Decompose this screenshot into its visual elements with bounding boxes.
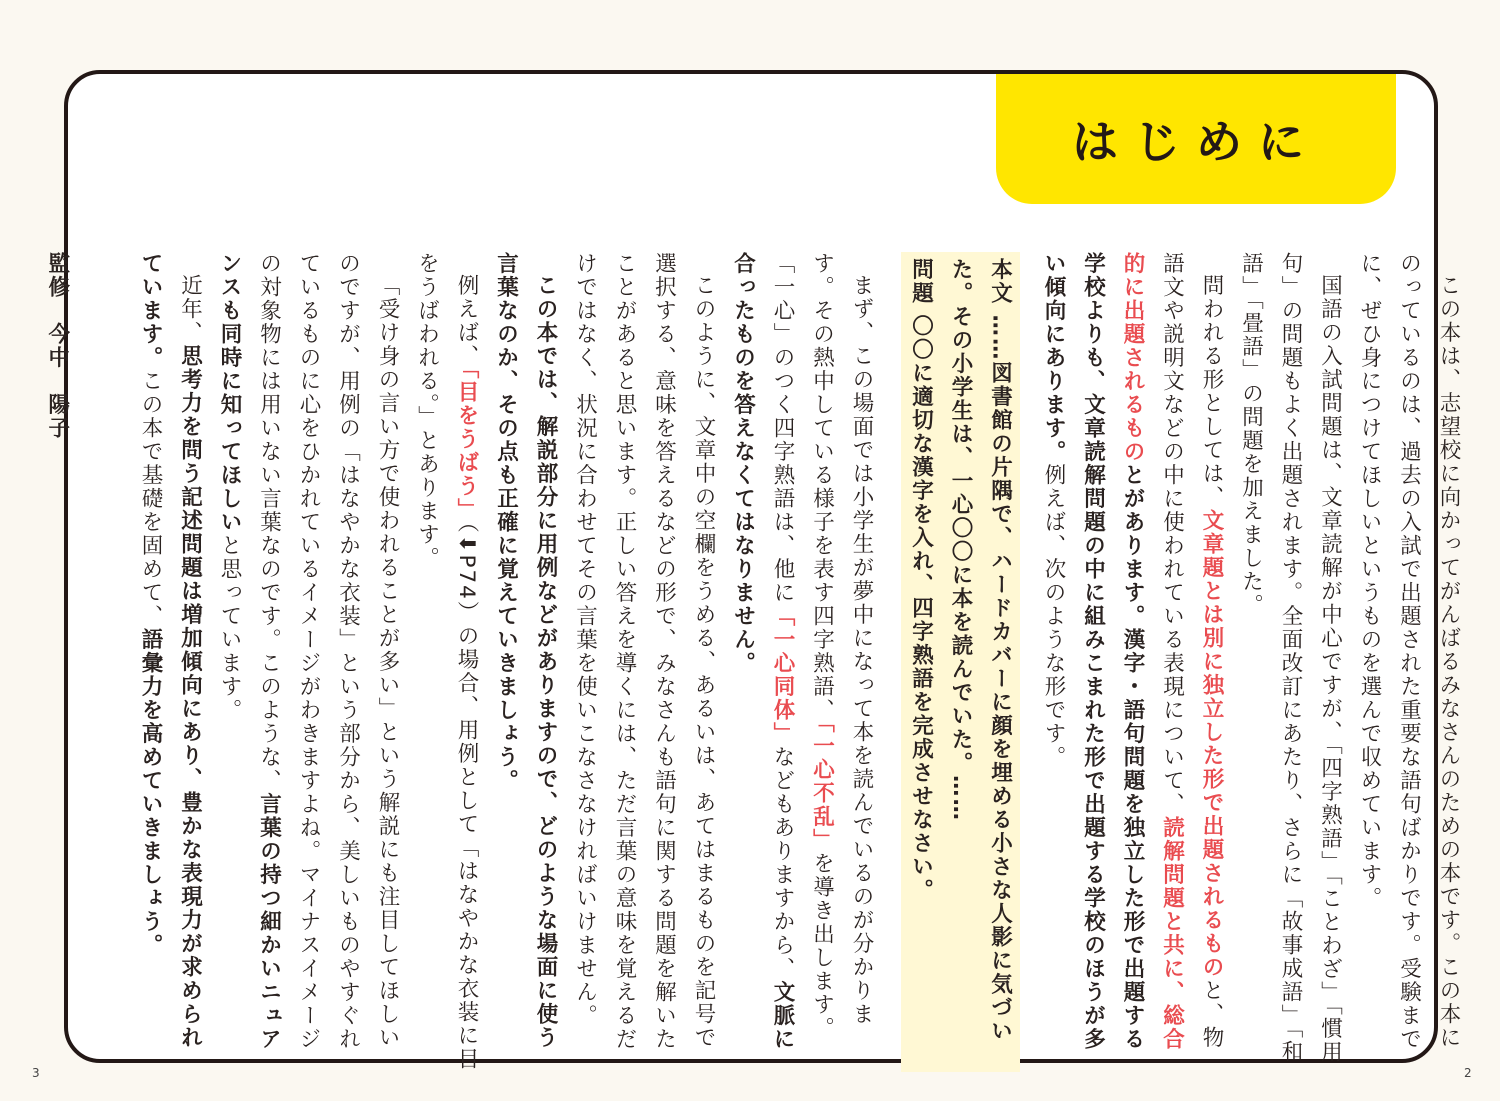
paragraph-4-bold: 文脈に合ったものを答えなくてはなりません。: [730, 252, 795, 1051]
paragraph-8: [210, 252, 408, 1072]
paragraph-3: [1034, 252, 1232, 1072]
paragraph-3-text-d: 漢字・語句問題を独立した形で出題する学校よりも、文章読解問題の中に組みこまれた形で出題する学校のほうが多い傾向にあります。: [1041, 252, 1145, 1051]
paragraph-9-text-a: 近年、: [177, 273, 203, 344]
paragraph-8-text-b: と思っています。: [217, 534, 242, 722]
red-phrase-comprehensive: 読解問題と共に、総合的に出題されるもの: [1120, 252, 1185, 1051]
paragraph-6-text: この本では、解説部分に用例などがありますので、どのような場面に使う言葉なのか、その点も正確に覚えていきましょう。: [493, 252, 558, 1049]
paragraph-9: [131, 252, 210, 1072]
paragraph-3-text-b: と、物語文や説明文などの中に使われている表現について、: [1159, 252, 1224, 1049]
paragraph-9-bold: 思考力を問う記述問題は増加傾向にあり、豊かな表現力が求められています。: [138, 252, 203, 1049]
paragraph-2: [1231, 252, 1350, 1072]
example-main-text: [941, 258, 1020, 1066]
red-term-isshin-dotai: 「一心同体」: [770, 604, 795, 746]
paragraph-5: [565, 252, 723, 1072]
paragraph-3-text-e: 例えば、次のような形です。: [1041, 463, 1066, 769]
example-question: [901, 258, 941, 1066]
example-main-text-content: 本文 ……図書館の片隅で、ハードカバーに顔を埋める小さな人影に気づいた。その小学生は、一心〇〇に本を読んでいた。……: [948, 258, 1013, 1043]
paragraph-9-text-b: この本で基礎を固めて、: [138, 369, 163, 628]
paragraph-7-text-b: （⬇P74）の場合、用例として「はなやかな衣装に目をうばわれる。」とあります。: [414, 252, 479, 1071]
paragraph-1-text: この本は、志望校に向かってがんばるみなさんのための本です。この本にのっているのは、過去の入試で出題された重要な語句ばかりです。受験までに、ぜひ身につけてほしいというものを選んで収めています。: [1357, 252, 1461, 1051]
paragraph-6: [486, 252, 565, 1072]
paragraph-5-text: このように、文章中の空欄をうめる、あるいは、あてはまるものを記号で選択する、意味を答えるなどの形で、みなさんも語句に関する問題を解いたことがあると思います。正しい答えを導くには、ただ言葉の意味を覚えるだけではなく、状況に合わせてその言葉を使いこなさなければいけません。: [572, 252, 716, 1051]
page-title: はじめに: [1072, 115, 1320, 169]
paragraph-8-bold: 言葉の持つ細かいニュアンスも同時に知ってほしい: [217, 252, 282, 1051]
content-frame: [44, 70, 1461, 1071]
supervisor-signature: [37, 252, 77, 1072]
title-tab: [996, 74, 1396, 204]
paragraph-4-text-b: を導き出します。「一心」のつく四字熟語は、他に: [770, 252, 835, 1041]
signature-text: 監修 今中 陽子: [44, 252, 70, 440]
paragraph-9-bold-2: 語彙力を高めていきましょう。: [138, 628, 163, 957]
example-question-content: 問題 〇〇に適切な漢字を入れ、四字熟語を完成させなさい。: [908, 258, 934, 902]
red-term-isshin-furan: 「一心不乱」: [809, 722, 835, 853]
paragraph-7-text-a: 例えば、: [454, 273, 479, 368]
red-phrase-independent: 文章題とは別に独立した形で出題されるもの: [1199, 508, 1224, 979]
paragraph-1: [1350, 252, 1469, 1072]
example-box: [901, 252, 1020, 1072]
paragraph-2-text: 国語の入試問題は、文章読解が中心ですが、「四字熟語」「ことわざ」「慣用句」の問題もよく出題されます。全面改訂にあたり、さらに「故事成語」「和語」「畳語」の問題を加えました。: [1238, 252, 1343, 1064]
intro-body: [44, 252, 1468, 1072]
paragraph-8-text-a: 「受け身の言い方で使われることが多い」という解説にも注目してほしいのですが、用例の「はなやかな衣装」という部分から、美しいものやすぐれているものに心をひかれているイメージがわきますよね。マイナスイメージの対象物には用いない言葉なのです。このような、: [256, 252, 400, 1051]
page-number-left: 3: [32, 1066, 40, 1080]
paragraph-4-text-a: まず、この場面では小学生が夢中になって本を読んでいるのが分かります。その熱中している様子を表す四字熟語、: [809, 252, 874, 1026]
red-term-me-wo-ubau: 「目をうばう」: [454, 367, 479, 522]
paragraph-4: [723, 252, 881, 1072]
page-number-right: 2: [1464, 1066, 1472, 1080]
paragraph-3-text-c: とがあります。: [1120, 463, 1145, 628]
paragraph-7: [407, 252, 486, 1072]
paragraph-3-text-a: 問われる形としては、: [1199, 273, 1224, 509]
paragraph-4-text-c: などもありますから、: [770, 745, 795, 981]
